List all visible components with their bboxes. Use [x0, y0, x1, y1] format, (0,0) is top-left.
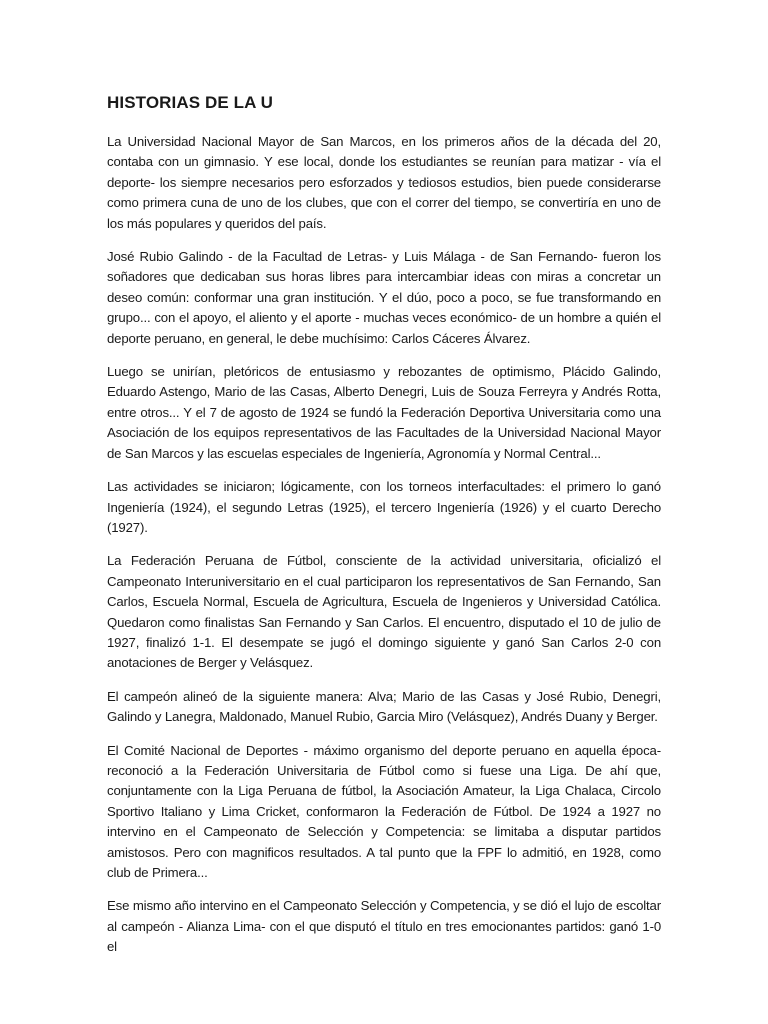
paragraph-1: La Universidad Nacional Mayor de San Marcos, en los primeros años de la década del 20, contaba con un gimnasio. Y ese local, donde los estudiantes se reunían para matizar - vía el deporte- los siempre necesarios pero esforzados y tediosos estudios, bien puede considerarse como primera cuna de uno de los clubes, que con el correr del tiempo, se convertiría en uno de los más populares y queridos del país.	[107, 134, 661, 231]
document-title: HISTORIAS DE LA U	[107, 93, 274, 112]
paragraph-5: La Federación Peruana de Fútbol, consciente de la actividad universitaria, oficializó el Campeonato Interuniversitario en el cual participaron los representativos de San Fernando, San Carlos, Escuela Normal, Escuela de Agricultura, Escuela de Ingenieros y Universidad Católica. Quedaron como finalistas San Fernando y San Carlos. El encuentro, disputado el 10 de julio de 1927, finalizó 1-1. El desempate se jugó el domingo siguiente y ganó San Carlos 2-0 con anotaciones de Berger y Velásquez.	[107, 553, 661, 671]
paragraph-7: El Comité Nacional de Deportes - máximo organismo del deporte peruano en aquella época- reconoció a la Federación Universitaria de Fútbol como si fuese una Liga. De ahí que, conjuntamente con la Liga Peruana de fútbol, la Asociación Amateur, la Liga Chalaca, Circolo Sportivo Italiano y Lima Cricket, conformaron la Federación de Fútbol. De 1924 a 1927 no intervino en el Campeonato de Selección y Competencia: se limitaba a disputar partidos amistosos. Pero con magnificos resultados. A tal punto que la FPF lo admitió, en 1928, como club de Primera...	[107, 742, 661, 880]
document-page	[107, 92, 661, 971]
paragraph-3: Luego se unirían, pletóricos de entusiasmo y rebozantes de optimismo, Plácido Galindo, Eduardo Astengo, Mario de las Casas, Alberto Denegri, Luis de Souza Ferreyra y Andrés Rotta, entre otros... Y el 7 de agosto de 1924 se fundó la Federación Deportiva Universitaria como una Asociación de los equipos representativos de las Facultades de la Universidad Nacional Mayor de San Marcos y las escuelas especiales de Ingeniería, Agronomía y Normal Central...	[107, 364, 661, 461]
paragraph-4: Las actividades se iniciaron; lógicamente, con los torneos interfacultades: el primero lo ganó Ingeniería (1924), el segundo Letras (1925), el tercero Ingeniería (1926) y el cuarto Derecho (1927).	[107, 479, 661, 535]
paragraph-2: José Rubio Galindo - de la Facultad de Letras- y Luis Málaga - de San Fernando- fueron los soñadores que dedicaban sus horas libres para intercambiar ideas con miras a concretar un deseo común: conformar una gran institución. Y el dúo, poco a poco, se fue transformando en grupo... con el apoyo, el aliento y el aporte - muchas veces económico- de un hombre a quién el deporte peruano, en general, le debe muchísimo: Carlos Cáceres Álvarez.	[107, 249, 661, 346]
paragraph-6: El campeón alineó de la siguiente manera: Alva; Mario de las Casas y José Rubio, Denegri, Galindo y Lanegra, Maldonado, Manuel Rubio, Garcia Miro (Velásquez), Andrés Duany y Berger.	[107, 688, 661, 725]
paragraph-8: Ese mismo año intervino en el Campeonato Selección y Competencia, y se dió el lujo de escoltar al campeón - Alianza Lima- con el que disputó el título en tres emocionantes partidos: ganó 1-0 el	[107, 898, 661, 955]
